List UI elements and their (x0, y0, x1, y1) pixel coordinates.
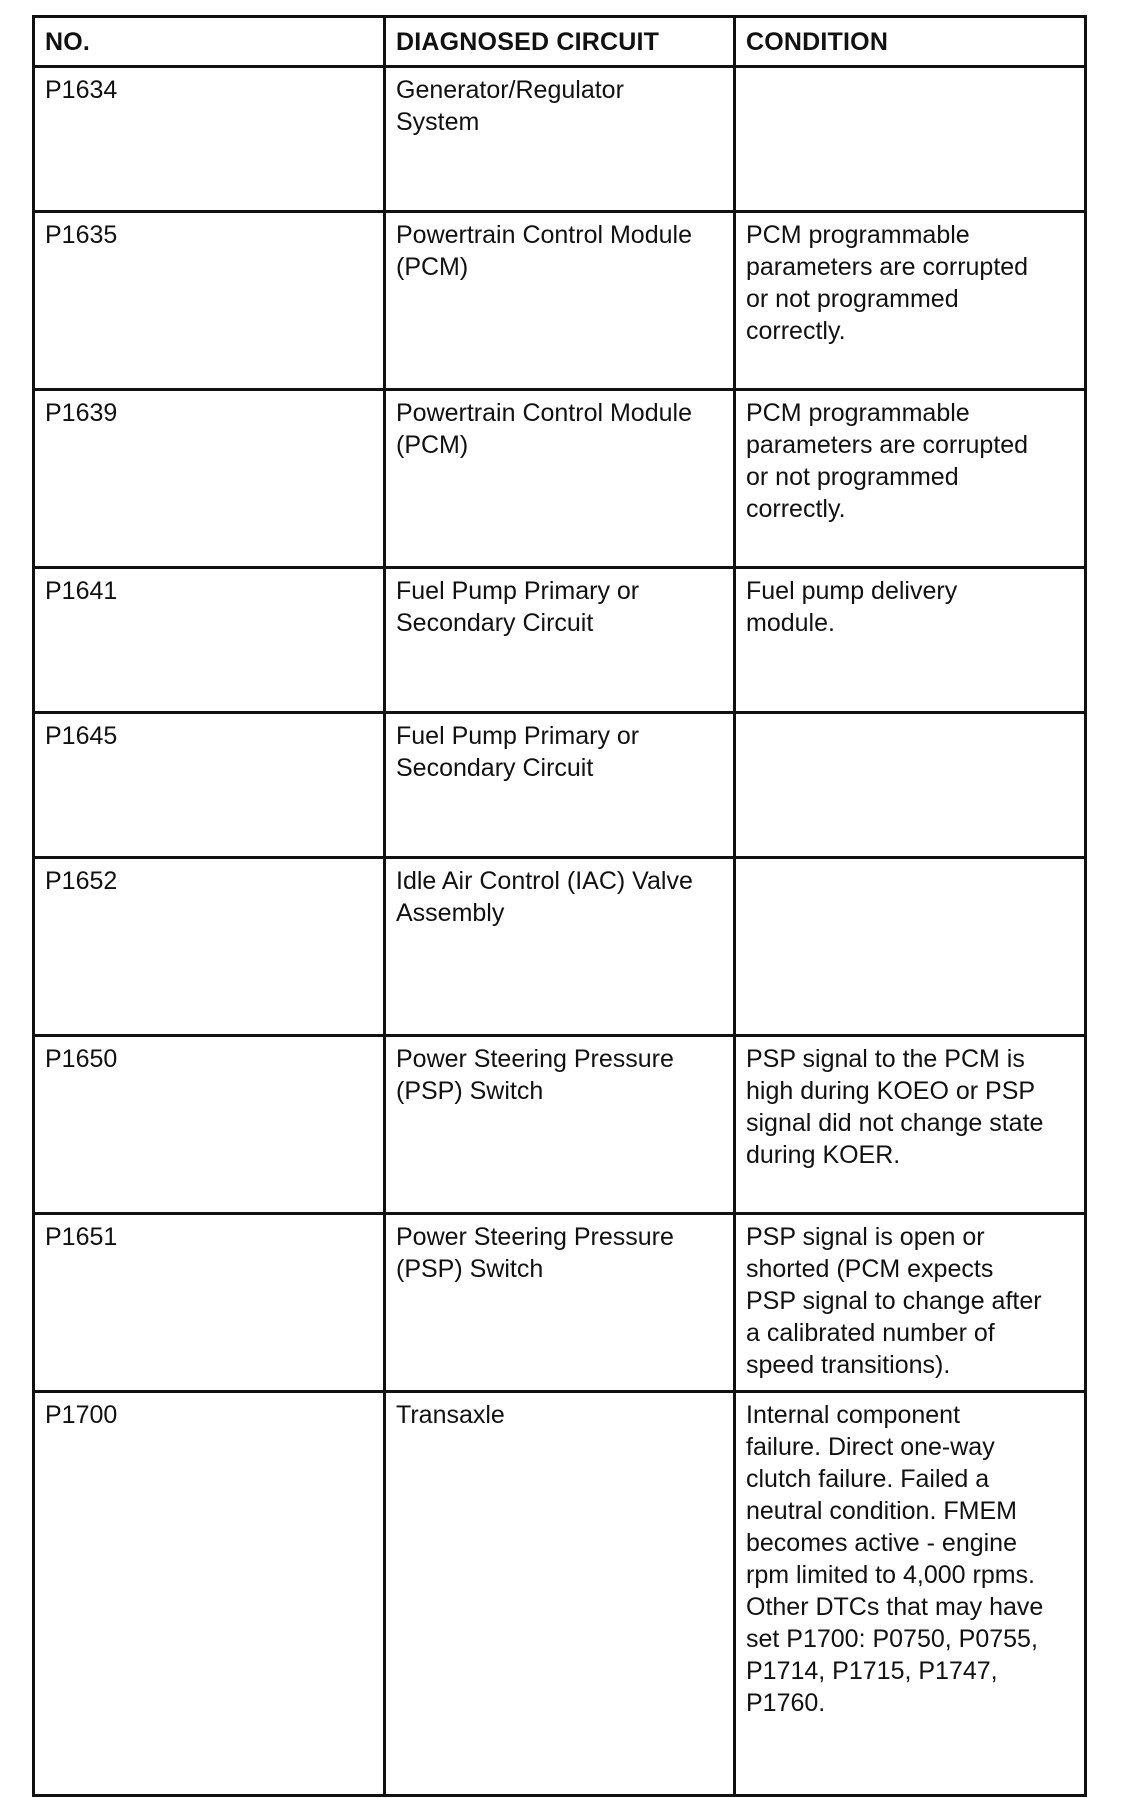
code-text: P1634 (45, 76, 118, 104)
condition-cell (735, 1392, 1086, 1796)
code-cell (34, 67, 385, 212)
code-cell (34, 1392, 385, 1796)
circuit-text: Generator/Regulator System (396, 76, 624, 136)
code-cell (34, 390, 385, 568)
table-row (34, 713, 1086, 858)
circuit-cell (385, 212, 735, 390)
code-text: P1651 (45, 1223, 118, 1251)
code-text: P1700 (45, 1401, 118, 1429)
condition-cell (735, 67, 1086, 212)
condition-text: Internal component failure. Direct one-way clutch failure. Failed a neutral condition. FMEM becomes active - engine rpm limited to 4,000 rpms. Other DTCs that may have set P1700: P0750, P0755, P1714, P1715, P1747, P1760. (746, 1401, 1044, 1717)
table-row (34, 212, 1086, 390)
circuit-cell (385, 1036, 735, 1214)
circuit-text: Fuel Pump Primary or Secondary Circuit (396, 577, 640, 637)
header-diagnosed-circuit: DIAGNOSED CIRCUIT (385, 17, 735, 67)
circuit-text: Power Steering Pressure (PSP) Switch (396, 1223, 674, 1283)
table-row (34, 1214, 1086, 1392)
circuit-cell (385, 390, 735, 568)
table-row (34, 67, 1086, 212)
condition-cell (735, 858, 1086, 1036)
table-header-row (34, 17, 1086, 67)
code-text: P1639 (45, 399, 118, 427)
condition-cell (735, 390, 1086, 568)
table-row (34, 1392, 1086, 1796)
condition-text: PSP signal is open or shorted (PCM expects PSP signal to change after a calibrated number of speed transitions). (746, 1223, 1042, 1379)
condition-cell (735, 1036, 1086, 1214)
code-cell (34, 1214, 385, 1392)
code-text: P1652 (45, 867, 118, 895)
circuit-cell (385, 1214, 735, 1392)
table-row (34, 568, 1086, 713)
code-cell (34, 1036, 385, 1214)
circuit-cell (385, 568, 735, 713)
circuit-text: Transaxle (396, 1401, 505, 1429)
circuit-text: Idle Air Control (IAC) Valve Assembly (396, 867, 693, 927)
circuit-cell (385, 1392, 735, 1796)
condition-cell (735, 568, 1086, 713)
code-cell (34, 212, 385, 390)
circuit-text: Power Steering Pressure (PSP) Switch (396, 1045, 674, 1105)
circuit-cell (385, 858, 735, 1036)
header-no: NO. (34, 17, 385, 67)
condition-text: PSP signal to the PCM is high during KOEO or PSP signal did not change state during KOER. (746, 1045, 1044, 1169)
condition-cell (735, 212, 1086, 390)
code-cell (34, 568, 385, 713)
header-condition: CONDITION (735, 17, 1086, 67)
code-text: P1650 (45, 1045, 118, 1073)
table-row (34, 858, 1086, 1036)
code-text: P1645 (45, 722, 118, 750)
code-text: P1641 (45, 577, 118, 605)
circuit-cell (385, 713, 735, 858)
circuit-cell (385, 67, 735, 212)
condition-cell (735, 713, 1086, 858)
code-cell (34, 858, 385, 1036)
code-text: P1635 (45, 221, 118, 249)
circuit-text: Fuel Pump Primary or Secondary Circuit (396, 722, 640, 782)
condition-cell (735, 1214, 1086, 1392)
circuit-text: Powertrain Control Module (PCM) (396, 399, 692, 459)
circuit-text: Powertrain Control Module (PCM) (396, 221, 692, 281)
condition-text: PCM programmable parameters are corrupted or not programmed correctly. (746, 221, 1029, 345)
condition-text: PCM programmable parameters are corrupted or not programmed correctly. (746, 399, 1029, 523)
condition-text: Fuel pump delivery module. (746, 577, 958, 637)
dtc-table (32, 15, 1087, 1797)
table-row (34, 390, 1086, 568)
table-row (34, 1036, 1086, 1214)
code-cell (34, 713, 385, 858)
